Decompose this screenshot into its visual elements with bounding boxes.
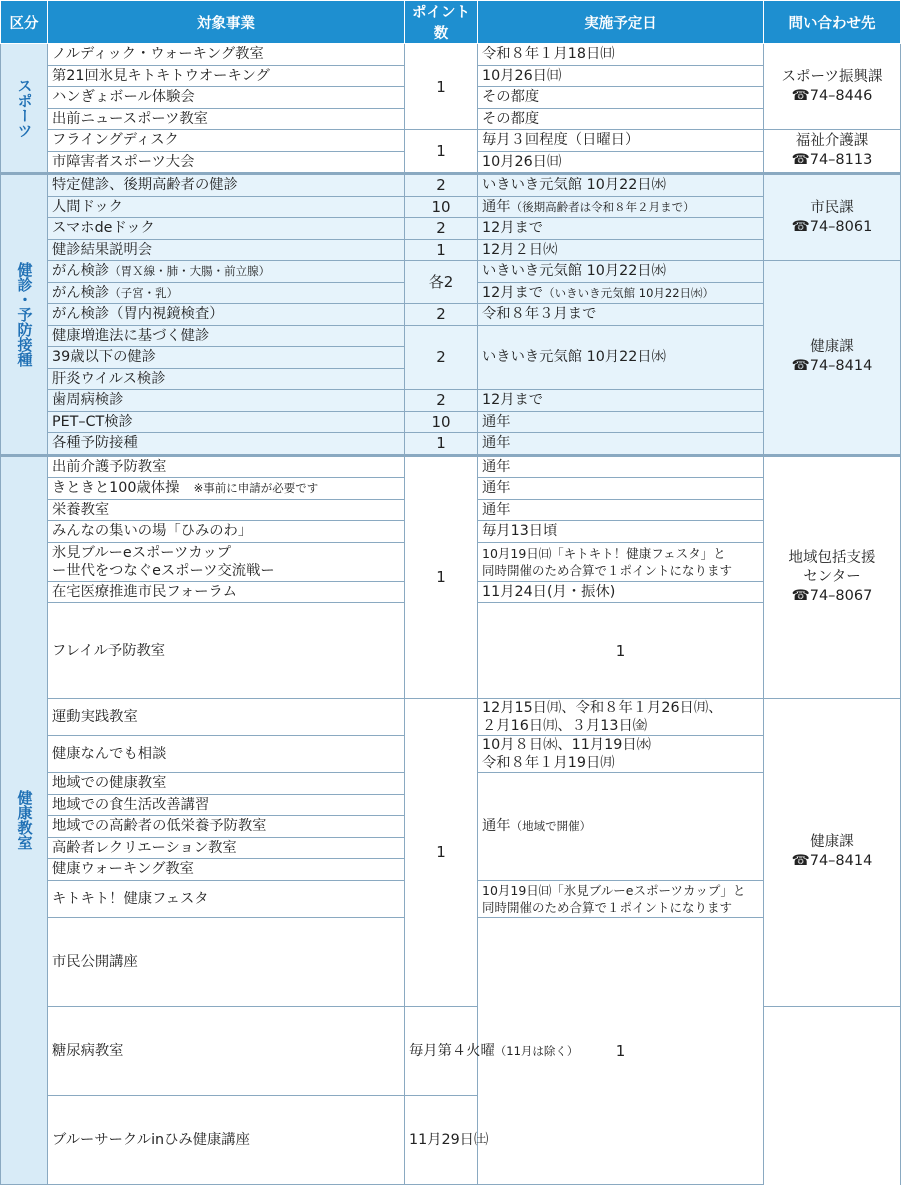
points-cell: 1 [478,603,764,699]
event-cell: 健診結果説明会 [48,239,405,261]
points-cell: 1 [478,917,764,1184]
date-cell: 10月26日㈰ [478,65,764,87]
points-cell: 2 [405,174,478,197]
date-cell: 10月19日㈰「氷見ブルーeスポーツカップ」と 同時開催のため合算で１ポイントになります [478,880,764,917]
event-cell: フレイル予防教室 [48,603,405,699]
event-cell: 市民公開講座 [48,917,405,1006]
contact-health: 健康課 ☎74–8414 [764,261,901,456]
date-cell: 10月19日㈰「キトキト！健康フェスタ」と 同時開催のため合算で１ポイントになります [478,542,764,581]
event-cell: ブルーサークルinひみ健康講座 [48,1095,405,1184]
event-cell: 運動実践教室 [48,699,405,736]
contact-health-2: 健康課 ☎74–8414 [764,699,901,1007]
header-row [1,1,901,44]
date-cell: 11月24日(月・振休) [478,581,764,603]
header-points: ポイント数 [405,1,478,44]
header-contact: 問い合わせ先 [764,1,901,44]
date-cell: 12月15日㈪、令和８年１月26日㈪、 ２月16日㈪、３月13日㈮ [478,699,764,736]
table-row [1,130,901,152]
contact-citizen: 市民課 ☎74–8061 [764,174,901,261]
event-cell: がん検診（胃内視鏡検査） [48,304,405,326]
event-cell: 各種予防接種 [48,433,405,456]
date-cell: 10月８日㈬、11月19日㈬ 令和８年１月19日㈪ [478,736,764,773]
event-cell: 氷見ブルーeスポーツカップ ー世代をつなぐeスポーツ交流戦ー [48,542,405,581]
date-cell: 通年 [478,499,764,521]
date-cell: その都度 [478,108,764,130]
points-cell: 10 [405,411,478,433]
event-cell: 人間ドック [48,196,405,218]
event-cell: 特定健診、後期高齢者の健診 [48,174,405,197]
event-cell: 栄養教室 [48,499,405,521]
event-cell: みんなの集いの場「ひみのわ」 [48,521,405,543]
contact-community-support: 地域包括支援 センター ☎74–8067 [764,455,901,699]
category-health-check: 健診・予防接種 [1,174,48,456]
points-cell: 1 [405,455,478,699]
event-cell: 糖尿病教室 [48,1006,405,1095]
event-cell: フライングディスク [48,130,405,152]
points-cell: 1 [405,239,478,261]
date-cell: 12月まで [478,218,764,240]
table-row [1,261,901,283]
date-cell: 令和８年３月まで [478,304,764,326]
table-row [1,44,901,66]
points-cell: 2 [405,325,478,390]
event-cell: ハンぎょボール体験会 [48,87,405,109]
header-event: 対象事業 [48,1,405,44]
date-cell: 通年 [478,455,764,478]
date-cell: 12月まで（いきいき元気館 10月22日㈬） [478,282,764,304]
event-cell: キトキト！健康フェスタ [48,880,405,917]
date-cell: いきいき元気館 10月22日㈬ [478,261,764,283]
points-cell: 2 [405,304,478,326]
header-category: 区分 [1,1,48,44]
date-cell: 通年 [478,433,764,456]
table-row [1,174,901,197]
category-health-class: 健康教室 [1,455,48,1184]
date-cell: 毎月３回程度（日曜日） [478,130,764,152]
table-row [1,455,901,478]
date-cell: 10月26日㈰ [478,151,764,174]
event-cell: 出前ニュースポーツ教室 [48,108,405,130]
event-cell: 39歳以下の健診 [48,347,405,369]
points-cell: 2 [405,218,478,240]
date-cell: 12月２日㈫ [478,239,764,261]
event-cell: 肝炎ウイルス検診 [48,368,405,390]
date-cell: 令和８年１月18日㈰ [478,44,764,66]
event-cell: 地域での健康教室 [48,773,405,795]
date-cell: 12月まで [478,390,764,412]
event-cell: 第21回氷見キトキトウオーキング [48,65,405,87]
event-cell: 出前介護予防教室 [48,455,405,478]
date-cell: 毎月第４火曜（11月は除く） [405,1006,478,1095]
points-cell: 10 [405,196,478,218]
event-cell: 歯周病検診 [48,390,405,412]
table-row [1,1095,901,1184]
event-cell: PET–CT検診 [48,411,405,433]
event-cell: 健康増進法に基づく健診 [48,325,405,347]
event-cell: 健康なんでも相談 [48,736,405,773]
date-cell: 通年 [478,411,764,433]
points-cell: 1 [405,699,478,1007]
event-cell: 市障害者スポーツ大会 [48,151,405,174]
date-cell: 毎月13日頃 [478,521,764,543]
date-cell: 11月29日㈯ [405,1095,478,1184]
category-sports: スポーツ [1,44,48,174]
header-date: 実施予定日 [478,1,764,44]
table-row [1,699,901,736]
event-cell: 高齢者レクリエーション教室 [48,837,405,859]
event-cell: ノルディック・ウォーキング教室 [48,44,405,66]
date-cell: いきいき元気館 10月22日㈬ [478,325,764,390]
event-cell: 地域での食生活改善講習 [48,794,405,816]
date-cell: その都度 [478,87,764,109]
event-cell: がん検診（胃Ｘ線・肺・大腸・前立腺） [48,261,405,283]
event-cell: きときと100歳体操 ※事前に申請が必要です [48,478,405,500]
table-row [1,1006,901,1095]
event-cell: がん検診（子宮・乳） [48,282,405,304]
date-cell: 通年（後期高齢者は令和８年２月まで） [478,196,764,218]
contact-sports-promotion: スポーツ振興課 ☎74–8446 [764,44,901,130]
points-cell: 2 [405,390,478,412]
points-cell: 1 [405,130,478,174]
event-cell: 地域での高齢者の低栄養予防教室 [48,816,405,838]
date-cell: 通年 [478,478,764,500]
event-cell: 健康ウォーキング教室 [48,859,405,881]
event-cell: 在宅医療推進市民フォーラム [48,581,405,603]
points-cell: 1 [405,433,478,456]
contact-welfare: 福祉介護課 ☎74–8113 [764,130,901,174]
date-cell: 通年（地域で開催） [478,773,764,881]
points-cell: 各2 [405,261,478,304]
points-cell: 1 [405,44,478,130]
date-cell: いきいき元気館 10月22日㈬ [478,174,764,197]
event-cell: スマホdeドック [48,218,405,240]
